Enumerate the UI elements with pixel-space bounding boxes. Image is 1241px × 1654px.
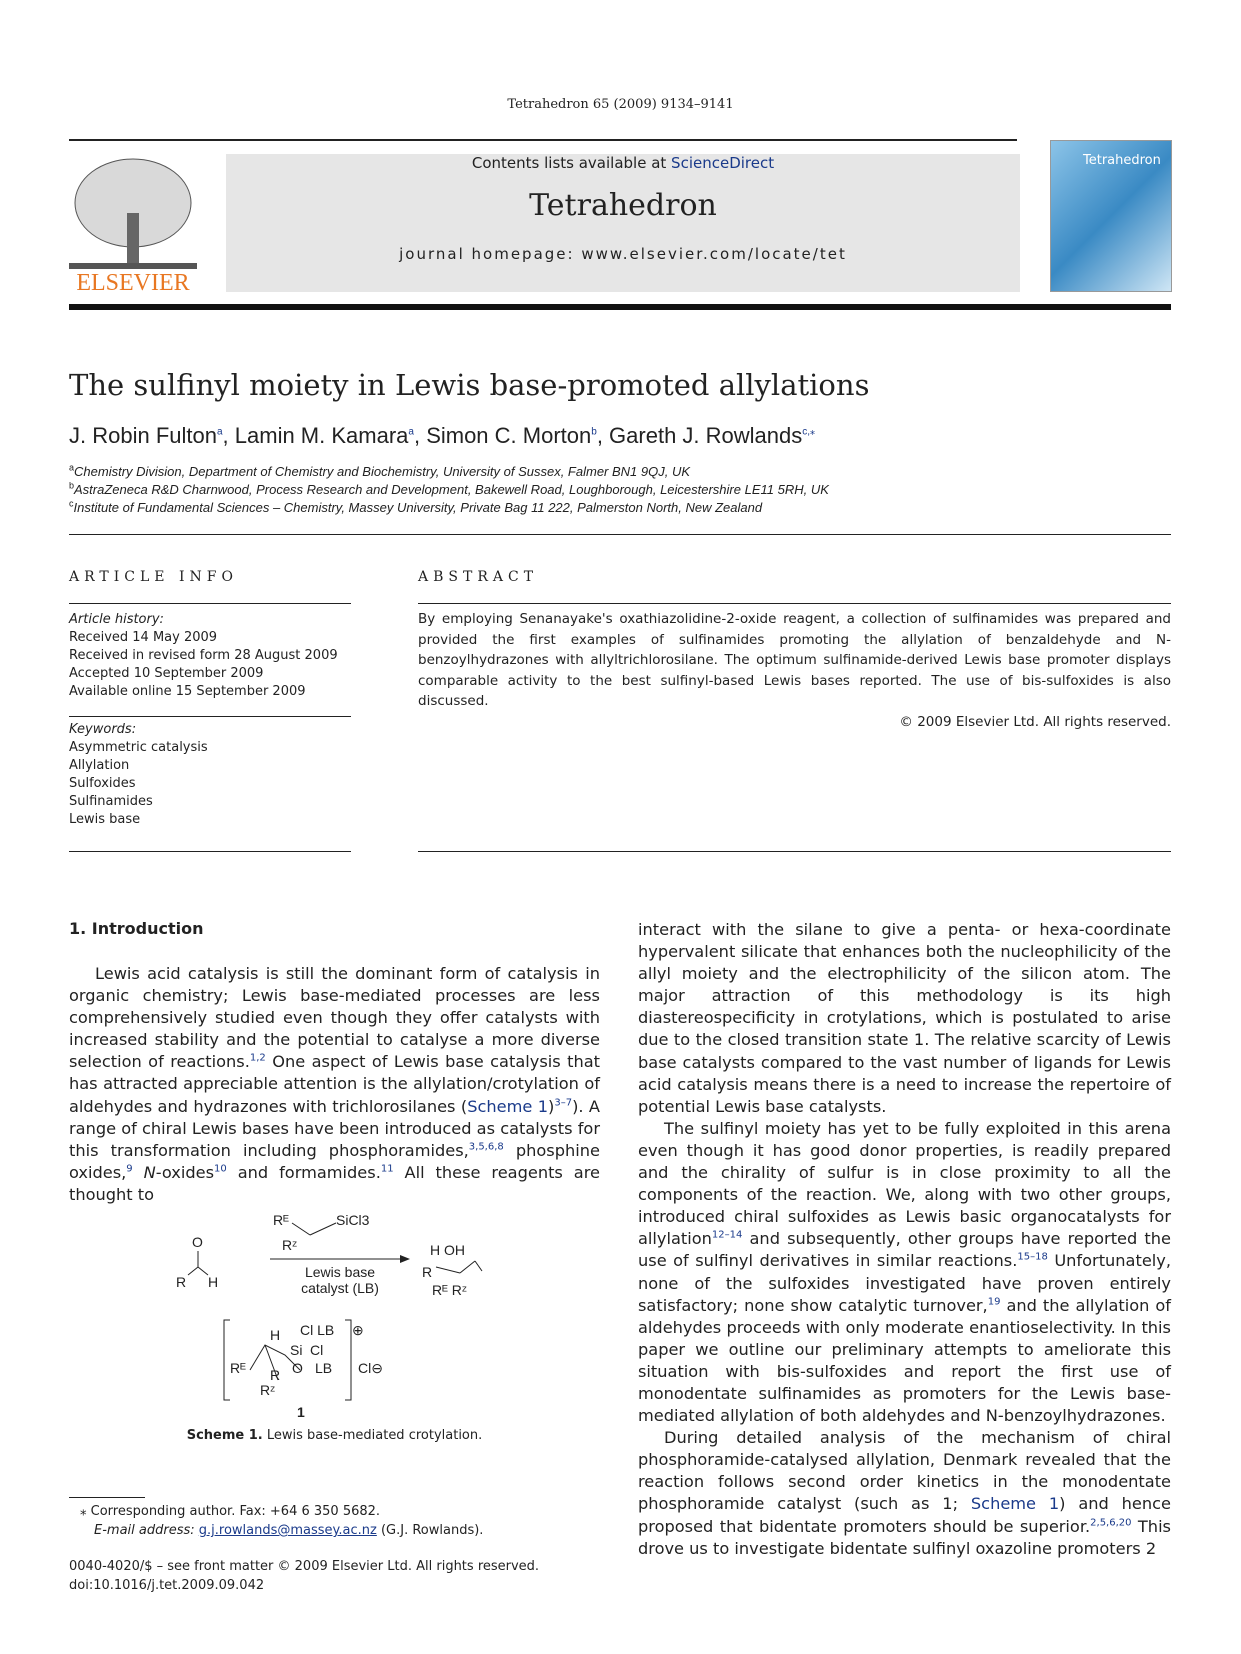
citation-ref[interactable]: 3–7 <box>554 1097 573 1109</box>
article-info-heading: ARTICLE INFO <box>69 569 238 585</box>
svg-text:LB: LB <box>315 1360 333 1376</box>
affil-text: Chemistry Division, Department of Chemistry and Biochemistry, University of Sussex, Falmer BN1 9QJ, UK <box>74 464 691 479</box>
citation-ref[interactable]: 11 <box>380 1163 394 1175</box>
reagent-label: SiCl3 <box>336 1212 370 1228</box>
text: and the allylation of aldehydes proceeds with only moderate enantioselectivity. In this paper we outline our preliminary attempts to ameliorate this situation with bis-sulfoxides and report the first use of monodentate sulfinamides as promoters for the Lewis base-mediated allylation of both aldehydes and N-benzoylhydrazones. <box>638 1295 1172 1426</box>
keywords <box>69 721 351 829</box>
abstract-text: By employing Senanayake's oxathiazolidine-2-oxide reagent, a collection of sulfinamides was prepared and provided the first examples of sulfinamides promoting the allylation of benzaldehyde and N-benzoylhydrazones with allyltrichlorosilane. The optimum sulfinamide-derived Lewis base promoter displays comparable activity to the best sulfinyl-based Lewis bases reported. The use of bis-sulfoxides is also discussed. <box>418 611 1171 709</box>
contents-prefix: Contents lists available at <box>471 154 672 172</box>
divider <box>69 139 1017 141</box>
text: ). A range of chiral Lewis bases have been introduced as catalysts for this transformation including phosphoramides, <box>69 1096 600 1160</box>
divider <box>418 851 1171 852</box>
conditions-label: catalyst (LB) <box>301 1280 379 1296</box>
article-history <box>69 611 351 701</box>
text: Lewis acid catalysis is still the dominant form of catalysis in organic chemistry; Lewis base-mediated processes are less comprehensively studied even though they offer catalysts with increased stability and the potential to catalyse a more diverse selection of reactions. <box>69 964 600 1072</box>
svg-text:R: R <box>270 1367 281 1383</box>
svg-text:⊕: ⊕ <box>352 1322 364 1338</box>
corresponding-footnote <box>80 1502 483 1540</box>
text: -oxides <box>155 1162 215 1182</box>
citation-ref[interactable]: 1,2 <box>249 1052 266 1064</box>
citation-ref[interactable]: 12–14 <box>711 1229 743 1241</box>
svg-text:Cl: Cl <box>310 1342 324 1358</box>
caption-text: Lewis base-mediated crotylation. <box>262 1428 483 1443</box>
citation-ref[interactable]: 2,5,6,20 <box>1090 1517 1132 1529</box>
email-link[interactable]: g.j.rowlands@massey.ac.nz <box>198 1523 377 1538</box>
scheme-link[interactable]: Scheme 1 <box>970 1494 1060 1514</box>
affiliation <box>69 481 829 499</box>
paragraph <box>638 1427 1171 1560</box>
scheme-link[interactable]: Scheme 1 <box>467 1096 548 1116</box>
author-list: J. Robin Fulton$^a$, Lamin M. Kamara$^a$, Simon C. Morton$^b$, Gareth J. Rowlands$^{c,⁎}$ <box>69 423 816 448</box>
history-item: Received in revised form 28 August 2009 <box>69 648 338 663</box>
text: and subsequently, other groups have reported the use of sulfinyl derivatives in similar reactions. <box>638 1229 1171 1271</box>
cover-title: Tetrahedron <box>1083 153 1161 168</box>
email-label: E-mail address: <box>94 1523 199 1538</box>
text: During detailed analysis of the mechanism of chiral phosphoramide-catalysed allylation, Denmark revealed that the reaction follows second order kinetics in the monodentate phosphoramide catalyst (such as 1; <box>638 1428 1171 1514</box>
scheme-caption <box>69 1428 600 1443</box>
author-affil[interactable]: b <box>591 426 597 438</box>
sciencedirect-link[interactable]: ScienceDirect <box>671 154 775 172</box>
text: This drove us to investigate bidentate sulfinyl oxazoline promoters 2 <box>638 1516 1171 1558</box>
citation-ref[interactable]: 10 <box>214 1163 227 1175</box>
contents-line <box>226 154 1020 172</box>
text: N <box>143 1162 156 1182</box>
journal-title: Tetrahedron <box>529 188 717 223</box>
paragraph: Lewis acid catalysis is still the dominant form of catalysis in organic chemistry; Lewis base-mediated processes are less comprehensively studied even though they offer catalysts with increased stability and the potential to catalyse a more diverse selection of reactions.$^{1,2}$ One aspect of Lewis base catalysis that has attracted appreciable attention is the allylation/crotylation of aldehydes and hydrazones with trichlorosilanes (Scheme 1)$^{3-7}$). A range of chiral Lewis bases have been introduced as catalysts for this transformation including phosphoramides,$^{3,5,6,8}$ phosphine oxides,$^9$ N-oxides$^{10}$ and formamides.$^{11}$ All these reagents are thought to <box>69 964 600 1204</box>
conditions-label: Lewis base <box>304 1264 376 1280</box>
journal-citation: Tetrahedron 65 (2009) 9134–9141 <box>507 97 734 112</box>
issn-line: 0040-4020/$ – see front matter © 2009 Elsevier Ltd. All rights reserved. <box>69 1559 540 1574</box>
text: ) and hence proposed that bidentate promoters should be superior. <box>638 1494 1171 1536</box>
svg-text:Rᴱ: Rᴱ <box>230 1360 246 1376</box>
affiliations <box>69 463 829 517</box>
email-suffix: (G.J. Rowlands). <box>376 1523 484 1538</box>
svg-text:Rᴱ: Rᴱ <box>273 1212 289 1228</box>
divider <box>69 534 1171 535</box>
compound-number: 1 <box>297 1404 305 1420</box>
author-affil[interactable]: a <box>408 426 414 438</box>
right-column-text <box>638 919 1171 1560</box>
corresponding-author: ⁎ Corresponding author. Fax: +64 6 350 5682. <box>80 1504 381 1519</box>
history-item: Available online 15 September 2009 <box>69 684 306 699</box>
divider <box>69 603 351 604</box>
svg-text:Rᶻ: Rᶻ <box>282 1237 298 1253</box>
svg-text:Rᴱ Rᶻ: Rᴱ Rᶻ <box>432 1282 467 1298</box>
text: One aspect of Lewis base catalysis that has attracted appreciable attention is the allylation/crotylation of aldehydes and hydrazones with trichlorosilanes ( <box>69 1052 600 1116</box>
citation-ref[interactable]: 15–18 <box>1017 1252 1048 1264</box>
citation-ref[interactable]: 3,5,6,8 <box>468 1141 504 1153</box>
text: All these reagents are thought to <box>69 1162 600 1204</box>
journal-banner <box>226 154 1020 292</box>
abstract <box>418 609 1171 732</box>
footnote-divider <box>69 1497 145 1498</box>
left-column-text <box>69 963 600 1206</box>
affil-key: a <box>69 462 75 473</box>
atom-label: O <box>192 1234 203 1250</box>
keyword: Sulfinamides <box>69 794 153 809</box>
author-affil[interactable]: a <box>216 426 223 438</box>
svg-text:Cl LB: Cl LB <box>300 1322 335 1338</box>
text: The sulfinyl moiety has yet to be fully exploited in this arena even though it has good donor properties, is readily prepared and the chirality of sulfur is in close proximity to all the components of the reaction. We, along with two other groups, introduced chiral sulfoxides as Lewis basic organocatalysts for allylation <box>638 1118 1171 1249</box>
abstract-heading: ABSTRACT <box>418 569 539 585</box>
history-item: Accepted 10 September 2009 <box>69 666 264 681</box>
history-label: Article history: <box>69 612 164 627</box>
text: phosphine oxides, <box>69 1140 600 1182</box>
svg-text:O: O <box>292 1360 303 1376</box>
elsevier-wordmark: ELSEVIER <box>76 270 190 293</box>
svg-text:Si: Si <box>290 1342 303 1358</box>
svg-text:R: R <box>422 1264 433 1280</box>
divider <box>69 304 1171 310</box>
svg-text:H: H <box>270 1327 281 1343</box>
affiliation <box>69 499 829 517</box>
author-affil[interactable]: c,⁎ <box>802 426 816 438</box>
svg-text:H OH: H OH <box>430 1242 465 1258</box>
svg-text:R: R <box>176 1274 187 1290</box>
keywords-label: Keywords: <box>69 722 137 737</box>
affil-key: c <box>69 498 74 509</box>
keyword: Sulfoxides <box>69 776 136 791</box>
author: Gareth J. Rowlands <box>609 423 803 448</box>
scheme-1-figure <box>160 1195 520 1425</box>
doi-line[interactable]: doi:10.1016/j.tet.2009.09.042 <box>69 1578 265 1593</box>
text: and formamides. <box>226 1162 381 1182</box>
text: Unfortunately, none of the sulfoxides investigated have proven entirely satisfactory; none show catalytic turnover, <box>638 1251 1172 1315</box>
divider <box>69 716 351 717</box>
journal-homepage[interactable]: journal homepage: www.elsevier.com/locate/tet <box>399 245 847 263</box>
affil-text: Institute of Fundamental Sciences – Chemistry, Massey University, Private Bag 11 222, Palmerston North, New Zealand <box>73 500 763 515</box>
affil-key: b <box>69 480 75 491</box>
history-item: Received 14 May 2009 <box>69 630 218 645</box>
keyword: Lewis base <box>69 812 141 827</box>
journal-cover <box>1050 140 1172 292</box>
paragraph <box>638 1118 1171 1427</box>
affil-text: AstraZeneca R&D Charnwood, Process Research and Development, Bakewell Road, Loughborough, Leicestershire LE11 5RH, UK <box>74 482 829 497</box>
author: J. Robin Fulton <box>69 423 217 448</box>
elsevier-logo <box>69 153 197 293</box>
front-matter <box>69 1557 539 1595</box>
keyword: Asymmetric catalysis <box>69 740 208 755</box>
abstract-copyright: © 2009 Elsevier Ltd. All rights reserved. <box>899 713 1171 730</box>
divider <box>418 603 1171 604</box>
affiliation <box>69 463 829 481</box>
citation-ref[interactable]: 19 <box>987 1296 1001 1308</box>
svg-text:Rᶻ: Rᶻ <box>260 1382 276 1398</box>
author: Simon C. Morton <box>426 423 592 448</box>
caption-label: Scheme 1. <box>186 1428 263 1443</box>
keyword: Allylation <box>69 758 130 773</box>
author: Lamin M. Kamara <box>234 423 409 448</box>
citation-ref[interactable]: 9 <box>126 1163 133 1175</box>
article-title: The sulfinyl moiety in Lewis base-promoted allylations <box>69 368 870 402</box>
divider <box>69 851 351 852</box>
svg-text:H: H <box>208 1274 219 1290</box>
paragraph: interact with the silane to give a penta- or hexa-coordinate hypervalent silicate that enhances both the nucleophilicity of the allyl moiety and the electrophilicity of the silicon atom. The major attraction of this methodology is its high diastereospecificity in crotylations, which is postulated to arise due to the closed transition state 1. The relative scarcity of Lewis base catalysts compared to the vast number of ligands for Lewis acid catalysis means there is a need to increase the repertoire of potential Lewis base catalysts. <box>638 920 1171 1116</box>
svg-text:Cl⊖: Cl⊖ <box>358 1360 383 1376</box>
section-heading: 1. Introduction <box>69 919 204 938</box>
